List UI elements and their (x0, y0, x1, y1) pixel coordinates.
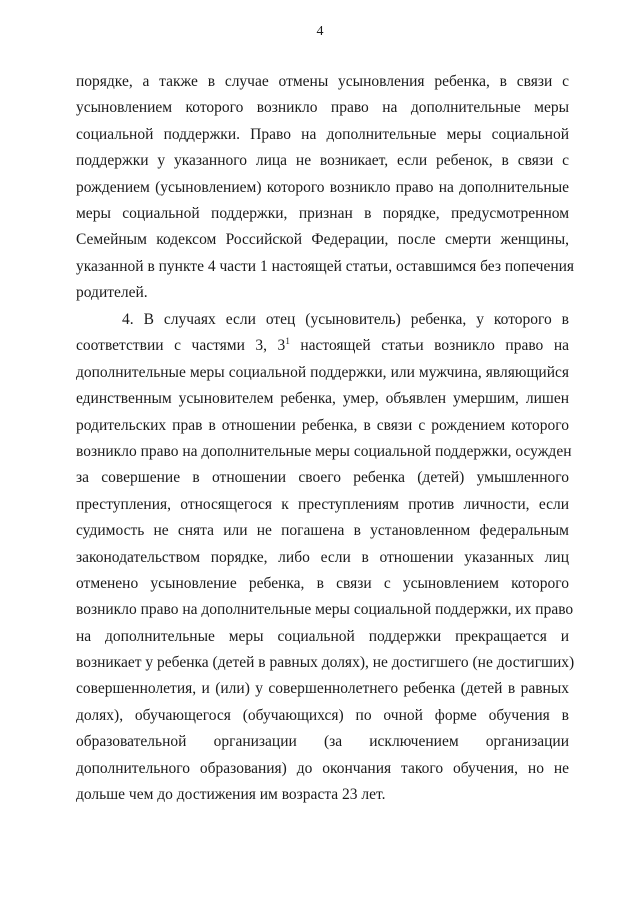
paragraph-line: 4. В случаях если отец (усыновитель) ребенка, у которого в (122, 311, 569, 328)
paragraph-line: дольше чем до достижения им возраста 23 лет. (76, 786, 386, 804)
paragraph-line: дополнительного образования) до окончания такого обучения, но не (76, 759, 569, 777)
paragraph-line: образовательной организации (за исключением организации (76, 733, 569, 751)
paragraph-2 (76, 307, 575, 808)
paragraph-line: усыновлением которого возникло право на дополнительные меры (76, 99, 569, 117)
paragraph-line: законодательством порядке, либо если в отношении указанных лиц (76, 548, 569, 566)
paragraph-line: указанной в пункте 4 части 1 настоящей статьи, оставшимся без попечения (76, 257, 575, 275)
paragraph-line: порядке, а также в случае отмены усыновления ребенка, в связи с (76, 73, 569, 90)
paragraph-line: возникло право на дополнительные меры социальной поддержки, их право (76, 601, 574, 619)
paragraph-line: отменено усыновление ребенка, в связи с усыновлением которого (76, 574, 569, 592)
paragraph-line: поддержки у указанного лица не возникает, если ребенок, в связи с (76, 152, 569, 170)
paragraph-line-with-superscript (76, 333, 569, 359)
paragraph-line: Семейным кодексом Российской Федерации, после смерти женщины, (76, 231, 569, 249)
paragraph-line: возникает у ребенка (детей в равных долях), не достигшего (не достигших) (76, 654, 575, 672)
line-text-after: настоящей статьи возникло право на (289, 337, 569, 355)
paragraph-line: родителей. (76, 284, 148, 302)
paragraph-line: меры социальной поддержки, признан в порядке, предусмотренном (76, 204, 569, 222)
paragraph-line: рождением (усыновлением) которого возникло право на дополнительные (76, 178, 569, 196)
paragraph-line: судимость не снята или не погашена в установленном федеральным (76, 522, 569, 540)
paragraph-line: преступления, относящегося к преступлениям против личности, если (76, 495, 569, 513)
superscript-index: 1 (285, 336, 290, 347)
paragraph-line: совершеннолетия, и (или) у совершеннолетнего ребенка (детей в равных (76, 680, 569, 698)
paragraph-1 (76, 69, 575, 307)
paragraph-line: дополнительные меры социальной поддержки, или мужчина, являющийся (76, 363, 569, 381)
paragraph-line: за совершение в отношении своего ребенка (детей) умышленного (76, 469, 569, 487)
paragraph-line: единственным усыновителем ребенка, умер, объявлен умершим, лишен (76, 390, 569, 408)
paragraph-line: долях), обучающегося (обучающихся) по очной форме обучения в (76, 706, 569, 724)
paragraph-line: социальной поддержки. Право на дополнительные меры социальной (76, 125, 569, 143)
paragraph-line: на дополнительные меры социальной поддержки прекращается и (76, 627, 569, 645)
paragraph-line: родительских прав в отношении ребенка, в связи с рождением которого (76, 416, 569, 434)
paragraph-line: возникло право на дополнительные меры социальной поддержки, осужден (76, 442, 572, 460)
line-text-before: соответствии с частями 3, 3 (76, 337, 286, 355)
page-number: 4 (316, 24, 324, 39)
